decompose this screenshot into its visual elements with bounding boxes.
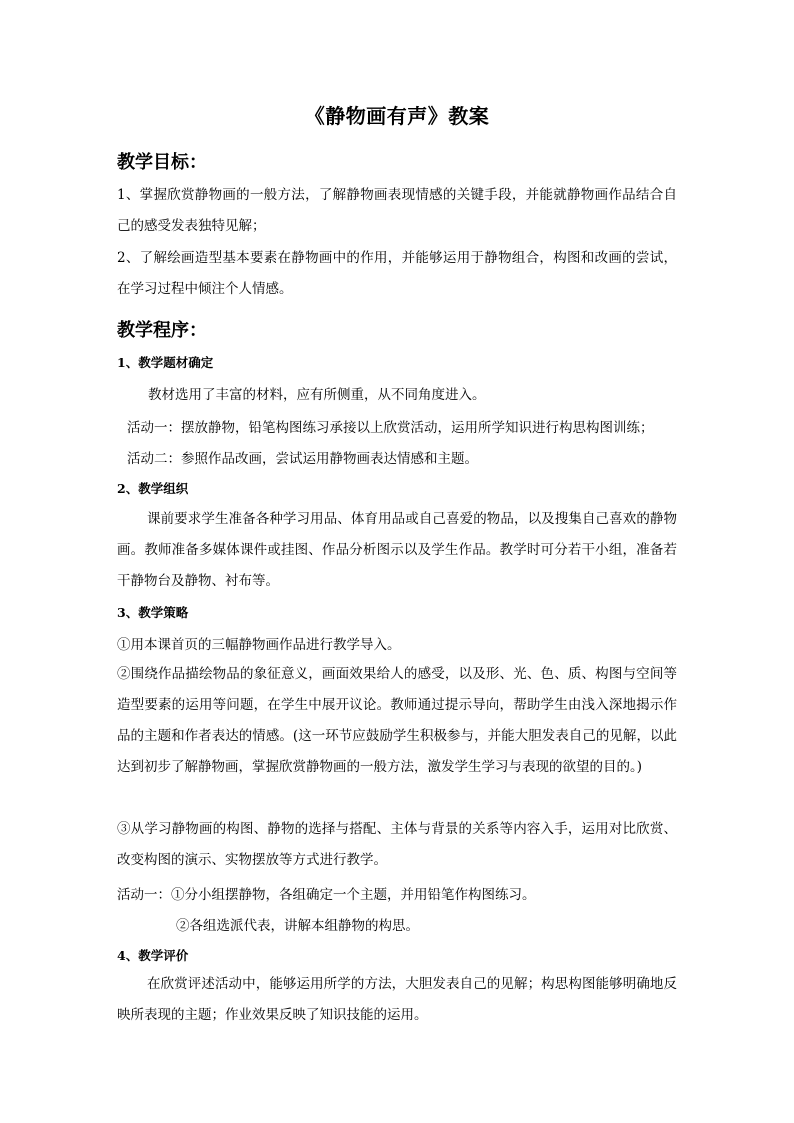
section-3-point-1: ①用本课首页的三幅静物画作品进行教学导入。 (117, 637, 401, 653)
section-3-heading: 3、教学策略 (117, 605, 189, 620)
goal-item-2: 2、了解绘画造型基本要素在静物画中的作用，并能够运用于静物组合，构图和改画的尝试，在学习过程中倾注个人情感。 (117, 250, 677, 297)
section-1-activity-1: 活动一：摆放静物，铅笔构图练习承接以上欣赏活动，运用所学知识进行构思构图训练； (127, 420, 654, 436)
section-1-activity-2: 活动二：参照作品改画，尝试运用静物画表达情感和主题。 (127, 451, 478, 467)
section-3-point-2: ②围绕作品描绘物品的象征意义，画面效果给人的感受，以及形、光、色、质、构图与空间等造型要素的运用等问题，在学生中展开议论。教师通过提示导向，帮助学生由浅入深地揭示作品的主题和作者表达的情感。(这一环节应鼓励学生积极参与，并能大胆发表自己的见解，以此达到初步了解静物画，掌握欣赏静物画的一般方法，激发学生学习与表现的欲望的目的。) (117, 666, 677, 775)
section-1-intro: 教材选用了丰富的材料，应有所侧重，从不同角度进入。 (148, 387, 486, 403)
teaching-goals-heading: 教学目标： (117, 152, 207, 173)
goal-item-1: 1、掌握欣赏静物画的一般方法，了解静物画表现情感的关键手段，并能就静物画作品结合自己的感受发表独特见解； (117, 187, 677, 234)
section-3-activity-2: ②各组选派代表，讲解本组静物的构思。 (176, 918, 419, 934)
section-4-heading: 4、教学评价 (117, 948, 189, 963)
section-3-activity-1: 活动一：①分小组摆静物，各组确定一个主题，并用铅笔作构图练习。 (117, 887, 536, 903)
section-1-heading: 1、教学题材确定 (117, 355, 214, 370)
section-4-text: 在欣赏评述活动中，能够运用所学的方法，大胆发表自己的见解；构思构图能够明确地反映所表现的主题；作业效果反映了知识技能的运用。 (117, 976, 677, 1023)
teaching-procedure-heading: 教学程序： (117, 320, 207, 341)
document-title: 《静物画有声》教案 (304, 104, 490, 128)
section-3-point-3: ③从学习静物画的构图、静物的选择与搭配、主体与背景的关系等内容入手，运用对比欣赏、改变构图的演示、实物摆放等方式进行教学。 (117, 821, 677, 868)
section-2-text: 课前要求学生准备各种学习用品、体育用品或自己喜爱的物品，以及搜集自己喜欢的静物画。教师准备多媒体课件或挂图、作品分析图示以及学生作品。教学时可分若干小组，准备若干静物台及静物、衬布等。 (117, 511, 677, 589)
section-2-heading: 2、教学组织 (117, 481, 189, 496)
